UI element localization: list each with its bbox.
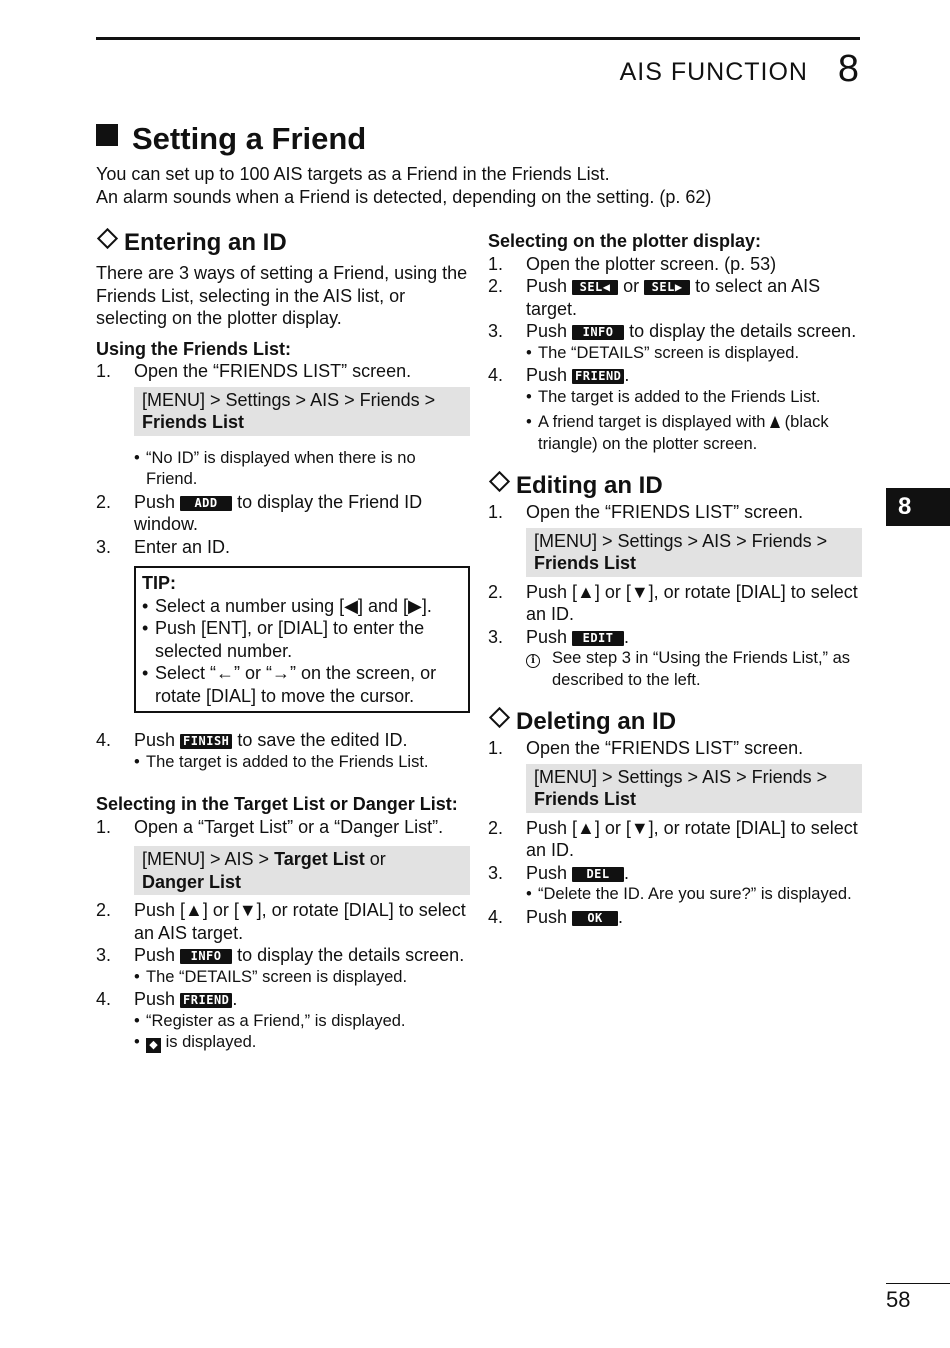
menu-path-box: [MENU] > Settings > AIS > Friends > Friends List [134,387,470,436]
list-item: • The “DETAILS” screen is displayed. [134,967,408,986]
ok-key-icon: OK [572,911,618,926]
list-item: 1. Open the plotter screen. (p. 53) [488,253,777,274]
list-item: • Select “←” or “→” on the screen, or rotate [DIAL] to move the cursor. [142,663,437,706]
friend-key-icon: FRIEND [180,993,232,1008]
black-triangle-icon [770,416,780,428]
chapter-tab: 8 [886,488,950,526]
list-item: 2. Push SEL◀ or SEL▶ to select an AIS target. [488,276,821,319]
list-item: 4. Push OK . [488,906,624,927]
sel-left-key-icon: SEL◀ [572,280,618,295]
list-item: • Push [ENT], or [DIAL] to enter the selected number. [142,618,425,661]
left-column [96,228,470,1054]
chapter-number: 8 [837,48,859,90]
deleting-heading: Deleting an ID [488,707,862,737]
list-item: • “No ID” is displayed when there is no Friend. [134,448,416,488]
list-item: 4. Push FINISH to save the edited ID. [96,730,408,750]
list-item: 2. Push [▲] or [▼], or rotate [DIAL] to select an ID. [488,817,858,860]
menu-path-box: [MENU] > Settings > AIS > Friends > Friends List [526,764,862,813]
list-item: 4. Push FRIEND . [488,365,630,385]
list-item: • “Register as a Friend,” is displayed. [134,1011,406,1030]
editing-heading: Editing an ID [488,471,862,501]
list-item: • ◆ is displayed. [134,1033,257,1051]
add-key-icon: ADD [180,496,232,511]
del-key-icon: DEL [572,867,624,882]
list-item: • A friend target is displayed with (black triangle) on the plotter screen. [526,413,829,453]
list-item: • “Delete the ID. Are you sure?” is displayed. [526,885,852,903]
list-item: 3. Push DEL . [488,862,630,883]
info-key-icon: INFO [572,325,624,340]
list-item: 4. Push FRIEND . [96,989,238,1009]
entering-intro: There are 3 ways of setting a Friend, using the Friends List, selecting in the AIS list, or selecting on the plotter display. [96,263,468,328]
list-item: • The target is added to the Friends List. [134,752,429,771]
list-item: • The target is added to the Friends List. [526,387,821,406]
list-item: 3. Push EDIT . [488,626,630,647]
chapter-title: AIS FUNCTION [619,58,808,86]
section-title: Setting a Friend [96,121,366,157]
list-item: • Select a number using [◀] and [▶]. [142,595,432,616]
right-column [488,230,862,928]
list-item: 1. Open a “Target List” or a “Danger List”. [96,816,444,837]
list-item: i See step 3 in “Using the Friends List,” as described to the left. [488,648,862,691]
friend-marker-icon: ◆ [146,1038,161,1053]
list-item: 3. Push INFO to display the details screen. [488,321,857,341]
finish-key-icon: FINISH [180,734,232,749]
target-list-heading: Selecting in the Target List or Danger List: [96,794,458,814]
diamond-icon [97,228,118,249]
info-icon: i [526,654,540,668]
info-key-icon: INFO [180,949,232,964]
list-item: 1. Open the “FRIENDS LIST” screen. [488,738,804,758]
page-number: 58 [886,1287,911,1312]
entering-heading: Entering an ID [96,228,470,258]
plotter-heading: Selecting on the plotter display: [488,231,762,251]
list-item: 2. Push [▲] or [▼], or rotate [DIAL] to select an ID. [488,581,858,624]
menu-path-box: [MENU] > Settings > AIS > Friends > Friends List [526,528,862,577]
friends-list-heading: Using the Friends List: [96,338,292,359]
edit-key-icon: EDIT [572,631,624,646]
sel-right-key-icon: SEL▶ [644,280,690,295]
tip-box: TIP: • Select a number using [◀] and [▶]. • Push [ENT], or [DIAL] to enter the selected number. • Select “←” or “→” on the screen, or rotate [DIAL] to move the cursor. [134,566,470,713]
list-item: 2. Push [▲] or [▼], or rotate [DIAL] to select an AIS target. [96,900,466,943]
menu-path-box: [MENU] > AIS > Target List or Danger List [134,846,470,895]
section-intro: You can set up to 100 AIS targets as a Friend in the Friends List. An alarm sounds when a Friend is detected, depending on the setting. (p. 62) [96,164,712,207]
list-item: 3. Push INFO to display the details screen. [96,945,465,965]
diamond-icon [489,707,510,728]
square-bullet-icon [96,124,118,146]
list-item: 2. Push ADD to display the Friend ID window. [96,491,423,534]
diamond-icon [489,471,510,492]
friend-key-icon: FRIEND [572,369,624,384]
list-item: • The “DETAILS” screen is displayed. [526,343,800,362]
list-item: 1. Open the “FRIENDS LIST” screen. [96,361,412,381]
list-item: 1. Open the “FRIENDS LIST” screen. [488,502,804,522]
list-item: 3. Enter an ID. [96,536,231,557]
footer-rule [886,1283,950,1284]
header-rule [96,37,860,40]
